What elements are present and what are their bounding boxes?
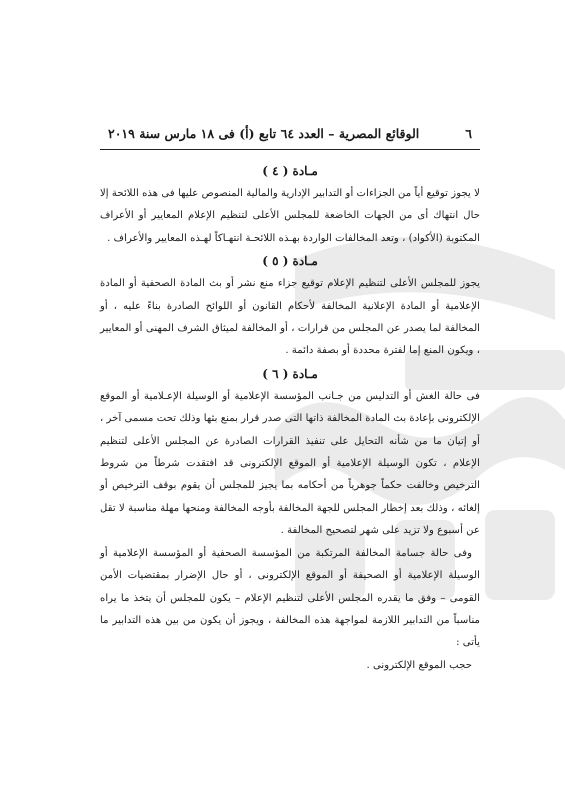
page-number: ٦	[465, 126, 472, 141]
article-paragraph: وفى حالة جسامة المخالفة المرتكبة من المؤسسة الصحفية أو المؤسسة الإعلامية أو الوسيلة الإعلامية أو الصحيفة أو الموقع الإلكترونى ، أو حال الإضرار بمقتضيات الأمن القومى – وفق ما يقدره المجلس الأعلى لتنظيم الإعلام – يكون للمجلس أن يتخذ ما يراه مناسباً من التدابير اللازمة لمواجهة هذه المخالفة ، ويجوز أن يكون من بين هذه التدابير ما يأتى :	[100, 547, 480, 649]
article-paragraph: لا يجوز توقيع أياً من الجزاءات أو التدابير الإدارية والمالية المنصوص عليها فى هذه اللائحة إلا حال انتهاك أى من الجهات الخاضعة للمجلس الأعلى لتنظيم الإعلام المعايير أو الأعراف المكتوبة (الأكواد) ، وتعد المخالفات الواردة بهـذه اللائحـة انتهـاكاً لهـذه المعايير والأعراف .	[100, 188, 480, 244]
article-title: مـادة ( ٦ )	[262, 366, 318, 381]
article-paragraph: فى حالة الغش أو التدليس من جـانب المؤسسة الإعلامية أو الوسيلة الإعـلامية أو الموقع الإلكترونى بإعادة بث المادة المخالفة ذاتها التى صدر قرار بمنع بثها وذلك تحت مسمى آخر ، أو إتيان ما من شأنه التحايل على تنفيذ القرارات الصادرة عن المجلس الأعلى لتنظيم الإعلام ، تكون الوسيلة الإعلامية أو الموقع الإلكترونى قد افتقدت شرطاً من شروط الترخيص وخالفت حكماً جوهرياً من أحكامه بما يجيز للمجلس أن يقوم بوقف الترخيص أو إلغائه ، وذلك بعد إخطار المجلس للجهة المخالفة بأوجه المخالفة ومنحها مهلة مناسبة لا تقل عن أسبوع ولا تزيد على شهر لتصحيح المخالفة .	[100, 390, 480, 537]
document-page	[100, 126, 480, 677]
header-title: الوقائع المصرية – العدد ٦٤ تابع (أ) فى ١٨ مارس سنة ٢٠١٩	[108, 126, 420, 141]
article-6	[100, 367, 480, 677]
article-paragraph: حجب الموقع الإلكترونى .	[366, 659, 472, 671]
document-body	[100, 150, 480, 677]
article-paragraph: يجوز للمجلس الأعلى لتنظيم الإعلام توقيع جزاء منع نشر أو بث المادة الصحفية أو المادة الإعلامية أو المادة الإعلانية المخالفة لأحكام القانون أو اللوائح الصادرة بناءً عليه ، أو المخالفة لما يصدر عن المجلس من قرارات ، أو المخالفة لميثاق الشرف المهنى أو المعايير ، ويكون المنع إما لفترة محددة أو بصفة دائمة .	[100, 278, 480, 357]
article-title: مـادة ( ٥ )	[262, 254, 318, 269]
article-title: مـادة ( ٤ )	[262, 164, 318, 178]
article-4	[100, 164, 480, 250]
running-header	[100, 126, 480, 150]
article-5	[100, 254, 480, 363]
